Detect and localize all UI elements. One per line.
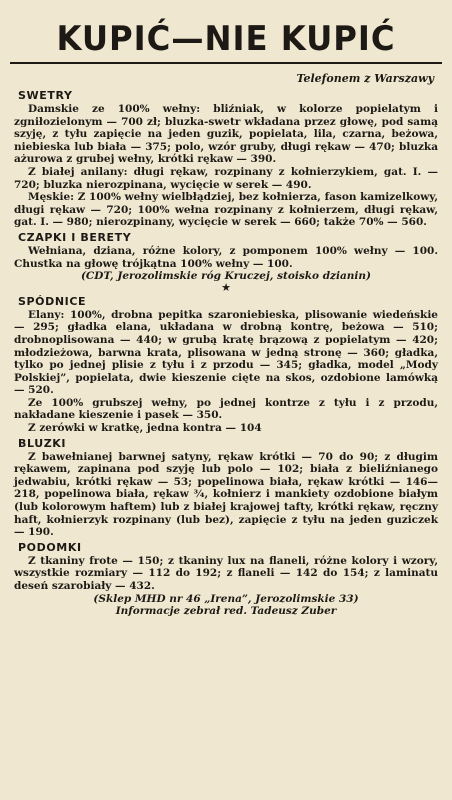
sections-bottom xyxy=(14,295,438,593)
source-note: (CDT, Jerozolimskie róg Kruczej, stoisko dzianin) xyxy=(80,270,372,283)
paragraph: Z zerówki w kratkę, jedna kontra — 104 xyxy=(28,422,262,435)
section-title: BLUZKI xyxy=(18,436,67,450)
source-note: (Sklep MHD nr 46 „Irena”, Jerozolimskie 33) xyxy=(93,592,359,605)
paragraph: Wełniana, dziana, różne kolory, z pomponem 100% wełny — 100. Chustka na głowę trójkątna 100% wełny — 100. xyxy=(14,244,438,270)
paragraph: Z bawełnianej barwnej satyny, rękaw krótki — 70 do 90; z długim rękawem, zapinana pod szyję lub polo — 102; biała z bieliźnianego jedwabiu, krótki rękaw — 53; popelinowa biała, rękaw krótki — 146—218, popelinowa biała, rękaw ¾, kołnierz i mankiety ozdobione białym (lub kolorowym haftem) lub z białej krajowej tafty, krótki rękaw, ręczny haft, kołnierzyk rozpinany (lub bez), zapięcie z tyłu na jeden guziczek — 190. xyxy=(14,450,438,539)
star-separator: ★ xyxy=(221,280,231,294)
dateline: Telefonem z Warszawy xyxy=(296,72,434,85)
section-spodnice xyxy=(14,295,438,435)
section-czapki xyxy=(14,231,438,270)
section-podomki xyxy=(14,541,438,593)
section-title: CZAPKI I BERETY xyxy=(18,230,132,244)
section-bluzki xyxy=(14,437,438,539)
paragraph: Z tkaniny frote — 150; z tkaniny lux na flaneli, różne kolory i wzory, wszystkie rozmiary — 112 do 192; z flaneli — 142 do 154; z laminatu deseń szarobiały — 432. xyxy=(14,554,438,592)
section-title: PODOMKI xyxy=(18,540,82,554)
section-title: SWETRY xyxy=(18,89,73,102)
paragraph: Z białej anilany: długi rękaw, rozpinany z kołnierzykiem, gat. I. — 720; bluzka nierozpinana, wycięcie w serek — 490. xyxy=(14,165,438,191)
section-title: SPÓDNICE xyxy=(18,294,87,308)
paragraph: Męskie: Z 100% wełny wielbłądziej, bez kołnierza, fason kamizelkowy, długi rękaw — 720; 100% wełna rozpinany z kołnierzem, długi rękaw, gat. I. — 980; nierozpinany, wycięcie w serek — 660; także 70% — 560. xyxy=(14,191,438,229)
byline: Informacje zebrał red. Tadeusz Zuber xyxy=(115,605,337,618)
paragraph: Ze 100% grubszej wełny, po jednej kontrze z tyłu i z przodu, nakładane kieszenie i pasek — 350. xyxy=(14,396,438,422)
paragraph: Elany: 100%, drobna pepitka szaroniebieska, plisowanie wiedeńskie — 295; gładka elana, układana w drobną kontrę, beżowa — 510; drobnoplisowana — 440; w grubą kratę brązową z popielatym — 420; młodzieżowa, barwna krata, plisowana w jedną stronę — 360; gładka, tylko po jednej plisie z tyłu i z przodu — 345; gładka, model „Mody Polskiej”, popielata, dwie kieszenie cięte na skos, ozdobione lamówką — 520. xyxy=(14,308,438,397)
headline: KUPIĆ—NIE KUPIĆ xyxy=(56,19,396,59)
headline-rule xyxy=(10,62,442,64)
paragraph: Damskie ze 100% wełny: bliźniak, w kolorze popielatym i zgniłozielonym — 700 zł; bluzka-swetr wkładana przez głowę, pod samą szyję, z tyłu zapięcie na jeden guzik, popielata, lila, czarna, beżowa, niebieska lub biała — 375; polo, wzór gruby, długi rękaw — 470; bluzka ażurowa z grubej wełny, krótki rękaw — 390. xyxy=(14,103,438,166)
sections-top xyxy=(14,89,438,270)
section-swetry xyxy=(14,89,438,229)
